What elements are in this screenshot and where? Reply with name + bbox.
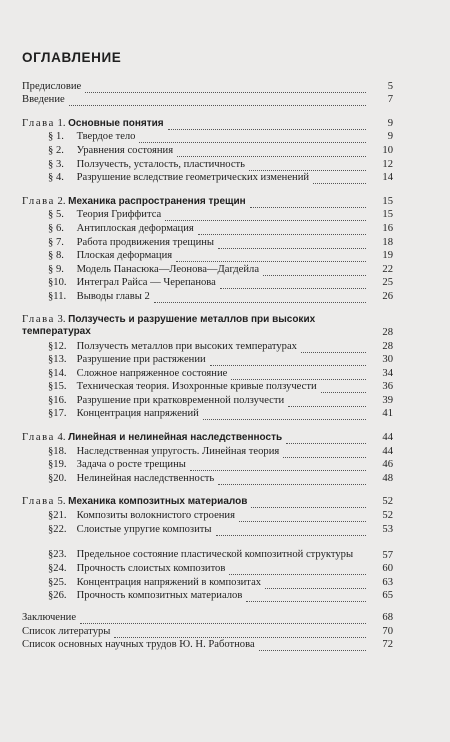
- section-number: § 6.: [48, 222, 64, 234]
- section-title: Интеграл Райса — Черепанова: [76, 277, 216, 289]
- section-number: §14.: [48, 367, 67, 379]
- chapter-prefix: Глава: [22, 496, 55, 508]
- section-title: Работа продвижения трещины: [76, 236, 215, 248]
- entry-label: Список литературы: [22, 625, 111, 637]
- page-number: 72: [382, 639, 393, 651]
- chapter-title: Механика распространения трещин: [68, 195, 246, 207]
- chapter-prefix: Глава: [22, 313, 55, 325]
- section-title: Теория Гриффитса: [76, 209, 162, 221]
- page-number: 52: [382, 496, 393, 508]
- page-number: 70: [382, 625, 393, 637]
- page-title: ОГЛАВЛЕНИЕ: [22, 50, 122, 65]
- chapter-heading: [0, 116, 450, 130]
- section-number: § 8.: [48, 250, 64, 262]
- section-number: §26.: [48, 590, 67, 602]
- section-entry: [0, 444, 450, 458]
- section-number: §17.: [48, 408, 67, 420]
- section-title: Разрушение при растяжении: [76, 354, 206, 366]
- section-label: [48, 407, 199, 420]
- section-label: [48, 353, 206, 366]
- chapter-label: [22, 117, 164, 130]
- chapter-number: 2.: [57, 195, 66, 207]
- entry-label: Список основных научных трудов Ю. Н. Работнова: [22, 639, 255, 651]
- section-number: §19.: [48, 459, 67, 471]
- section-label: [48, 130, 135, 143]
- section-entry: [0, 522, 450, 536]
- section-label: [48, 222, 194, 235]
- section-label: [48, 549, 362, 562]
- page-number: 34: [382, 367, 393, 379]
- section-number: §10.: [48, 277, 67, 289]
- page-number: 52: [382, 510, 393, 522]
- section-title: Задача о росте трещины: [76, 459, 186, 471]
- toc-entry: [0, 638, 450, 652]
- section-title: Разрушение при кратковременной ползучести: [76, 394, 285, 406]
- toc-entry: [0, 93, 450, 107]
- page-number: 16: [382, 222, 393, 234]
- section-label: [48, 589, 242, 602]
- section-number: §24.: [48, 563, 67, 575]
- section-entry: [0, 276, 450, 290]
- section-entry: [0, 589, 450, 603]
- page-number: 5: [387, 80, 393, 92]
- section-number: §21.: [48, 510, 67, 522]
- page-number: 63: [382, 576, 393, 588]
- section-label: [48, 367, 227, 380]
- section-title: Прочность слоистых композитов: [76, 563, 226, 575]
- section-label: [48, 208, 161, 221]
- page-number: 36: [382, 381, 393, 393]
- section-label: [48, 290, 150, 303]
- section-label: [48, 380, 317, 393]
- section-entry: [0, 249, 450, 263]
- toc-entry: [0, 79, 450, 93]
- section-title: Антиплоская деформация: [76, 222, 194, 234]
- section-title: Выводы главы 2: [76, 290, 150, 302]
- section-title: Композиты волокнистого строения: [76, 510, 235, 522]
- section-title: Предельное состояние пластической композитной структуры: [76, 549, 354, 561]
- page-number: 30: [382, 354, 393, 366]
- chapter-heading: [0, 430, 450, 444]
- section-title: Концентрация напряжений в композитах: [76, 576, 262, 588]
- section-number: §11.: [48, 290, 67, 302]
- section-entry: [0, 143, 450, 157]
- dot-leader: [69, 101, 366, 106]
- dot-leader: [259, 646, 366, 651]
- section-label: [48, 236, 214, 249]
- chapter-number: 1.: [57, 117, 66, 129]
- section-label: [48, 523, 212, 536]
- page-number: 25: [382, 277, 393, 289]
- section-number: § 7.: [48, 236, 64, 248]
- section-label: [48, 276, 216, 289]
- section-number: § 3.: [48, 158, 64, 170]
- section-entry: [0, 508, 450, 522]
- dot-leader: [203, 415, 366, 420]
- section-entry: [0, 353, 450, 367]
- dot-leader: [154, 298, 366, 303]
- page-number: 39: [382, 394, 393, 406]
- section-title: Концентрация напряжений: [76, 408, 199, 420]
- section-entry: [0, 171, 450, 185]
- section-number: § 9.: [48, 263, 64, 275]
- page-number: 7: [387, 94, 393, 106]
- section-label: [48, 340, 297, 353]
- chapter-heading: [0, 313, 450, 339]
- page-number: 53: [382, 523, 393, 535]
- section-label: [48, 576, 261, 589]
- page-number: 9: [387, 131, 393, 143]
- chapter-label: [22, 314, 362, 339]
- chapter-number: 5.: [57, 496, 66, 508]
- section-label: [48, 394, 284, 407]
- page-number: 9: [387, 117, 393, 129]
- section-number: §22.: [48, 523, 67, 535]
- section-label: [48, 171, 309, 184]
- chapter-number: 4.: [57, 432, 66, 444]
- table-of-contents: [0, 79, 450, 651]
- page-number: 14: [382, 172, 393, 184]
- section-entry: [0, 575, 450, 589]
- section-title: Уравнения состояния: [76, 144, 174, 156]
- toc-entry: [0, 610, 450, 624]
- page-number: 15: [382, 209, 393, 221]
- section-title: Наследственная упругость. Линейная теория: [76, 445, 280, 457]
- section-label: [48, 263, 259, 276]
- section-entry: [0, 130, 450, 144]
- page-number: 28: [382, 326, 393, 338]
- section-number: §25.: [48, 576, 67, 588]
- page-number: 46: [382, 459, 393, 471]
- section-label: [48, 458, 186, 471]
- chapter-prefix: Глава: [22, 195, 55, 207]
- dot-leader: [246, 597, 366, 602]
- section-title: Ползучесть металлов при высоких температурах: [76, 340, 297, 352]
- section-entry: [0, 208, 450, 222]
- page-number: 68: [382, 612, 393, 623]
- page-number: 26: [382, 290, 393, 302]
- section-label: [48, 472, 214, 485]
- section-number: § 4.: [48, 172, 64, 184]
- section-title: Нелинейная наследственность: [76, 472, 215, 484]
- section-label: [48, 509, 235, 522]
- entry-label: Предисловие: [22, 80, 82, 92]
- section-number: §16.: [48, 394, 67, 406]
- section-entry: [0, 157, 450, 171]
- chapter-title: Механика композитных материалов: [68, 496, 248, 508]
- page-number: 12: [382, 158, 393, 170]
- page-number: 65: [382, 590, 393, 602]
- page-number: 44: [382, 445, 393, 457]
- chapter-label: [22, 495, 247, 508]
- chapter-prefix: Глава: [22, 432, 55, 444]
- chapter-title: Основные понятия: [68, 117, 164, 129]
- section-entry: [0, 380, 450, 394]
- chapter-title: Ползучесть и разрушение металлов при высоких температурах: [22, 313, 316, 338]
- chapter-label: [22, 431, 282, 444]
- page-number: 57: [382, 549, 393, 561]
- section-entry: [0, 221, 450, 235]
- entry-label: Заключение: [22, 612, 77, 623]
- entry-label: Введение: [22, 94, 65, 106]
- chapter-number: 3.: [57, 313, 66, 325]
- section-label: [48, 562, 225, 575]
- page-number: 41: [382, 408, 393, 420]
- chapter-prefix: Глава: [22, 117, 55, 129]
- section-entry: [0, 366, 450, 380]
- section-entry: [0, 562, 450, 576]
- page-number: 15: [382, 195, 393, 207]
- section-number: §20.: [48, 472, 67, 484]
- section-entry: [0, 262, 450, 276]
- toc-entry: [0, 624, 450, 638]
- section-number: § 1.: [48, 131, 64, 143]
- page-number: 44: [382, 432, 393, 444]
- section-entry: [0, 458, 450, 472]
- section-title: Разрушение вследствие геометрических изменений: [76, 172, 310, 184]
- dot-leader: [313, 179, 366, 184]
- page-number: 22: [382, 263, 393, 275]
- section-title: Прочность композитных материалов: [76, 590, 243, 602]
- page-number: 28: [382, 340, 393, 352]
- page-number: 48: [382, 472, 393, 484]
- section-title: Техническая теория. Изохронные кривые ползучести: [76, 381, 317, 393]
- page-number: 18: [382, 236, 393, 248]
- section-title: Сложное напряженное состояние: [76, 367, 228, 379]
- section-label: [48, 158, 245, 171]
- section-label: [48, 445, 279, 458]
- section-number: § 2.: [48, 144, 64, 156]
- section-number: §15.: [48, 381, 67, 393]
- section-title: Ползучесть, усталость, пластичность: [76, 158, 246, 170]
- section-entry: [0, 235, 450, 249]
- section-entry: [0, 471, 450, 485]
- section-number: §12.: [48, 340, 67, 352]
- section-title: Слоистые упругие композиты: [76, 523, 212, 535]
- section-label: [48, 144, 173, 157]
- section-entry: [0, 536, 450, 562]
- section-entry: [0, 289, 450, 303]
- page-number: 19: [382, 250, 393, 262]
- section-title: Плоская деформация: [76, 250, 173, 262]
- section-number: §23.: [48, 549, 67, 561]
- section-entry: [0, 407, 450, 421]
- section-number: §18.: [48, 445, 67, 457]
- dot-leader: [218, 480, 366, 485]
- chapter-title: Линейная и нелинейная наследственность: [68, 432, 283, 444]
- chapter-label: [22, 195, 246, 208]
- chapter-heading: [0, 194, 450, 208]
- section-label: [48, 249, 172, 262]
- section-entry: [0, 393, 450, 407]
- page-number: 10: [382, 144, 393, 156]
- section-number: § 5.: [48, 209, 64, 221]
- section-entry: [0, 339, 450, 353]
- section-title: Модель Панасюка—Леонова—Дагдейла: [76, 263, 260, 275]
- chapter-heading: [0, 495, 450, 509]
- page-number: 60: [382, 563, 393, 575]
- section-number: §13.: [48, 354, 67, 366]
- section-title: Твердое тело: [76, 131, 136, 143]
